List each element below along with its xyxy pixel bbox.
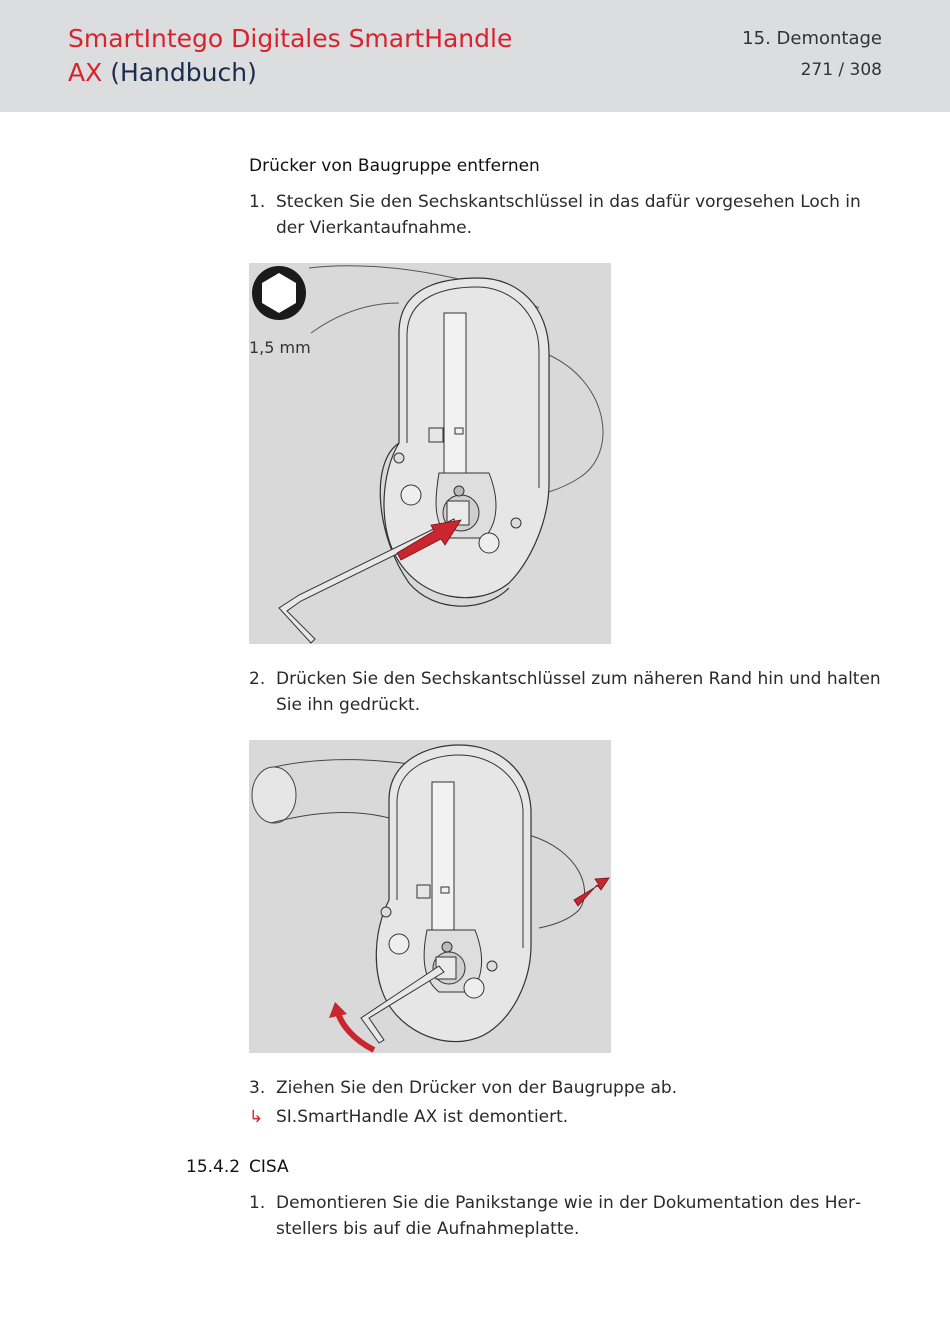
- title-line1: SmartIntego Digitales SmartHandle: [68, 24, 513, 53]
- figure-press-hex-key: [249, 740, 611, 1053]
- chapter-label: 15. Demontage: [742, 28, 882, 49]
- result-line: [249, 1104, 889, 1130]
- hex-key-insert-illustration: [249, 263, 611, 644]
- section-title: CISA: [249, 1157, 289, 1177]
- step-text: Drücken Sie den Sechskantschlüssel zum näheren Rand hin und halten Sie ihn gedrückt.: [276, 669, 881, 715]
- page-number: 271 / 308: [800, 60, 882, 80]
- step-2: [249, 666, 889, 718]
- title-handbuch: (Handbuch): [110, 58, 257, 87]
- step-3: [249, 1075, 889, 1101]
- step-number: 3.: [249, 1078, 266, 1098]
- hex-key-press-illustration: [249, 740, 611, 1053]
- section-number: 15.4.2: [186, 1157, 241, 1177]
- title-ax: AX: [68, 58, 103, 87]
- cisa-step-1: [249, 1190, 889, 1242]
- step-text: Demontieren Sie die Panikstange wie in der Dokumentation des Herstellers bis auf die Aufnahmeplatte.: [276, 1193, 862, 1239]
- step-number: 1.: [249, 1193, 266, 1213]
- step-text: Ziehen Sie den Drücker von der Baugruppe ab.: [276, 1078, 678, 1098]
- step-number: 2.: [249, 669, 266, 689]
- document-title: [68, 22, 512, 90]
- hex-key-icon: [252, 266, 306, 320]
- hex-size-label: 1,5 mm: [249, 338, 311, 357]
- step-1: [249, 189, 889, 241]
- step-text: Stecken Sie den Sechskantschlüssel in das dafür vorgesehen Loch in der Vierkantaufnahme.: [276, 192, 861, 238]
- result-text: SI.SmartHandle AX ist demontiert.: [276, 1107, 569, 1127]
- figure-insert-hex-key: [249, 263, 611, 644]
- result-arrow-icon: ↳: [249, 1107, 264, 1127]
- section-heading: Drücker von Baugruppe entfernen: [249, 156, 540, 176]
- page-header: [0, 0, 950, 112]
- title-line2: [68, 56, 512, 90]
- step-number: 1.: [249, 192, 266, 212]
